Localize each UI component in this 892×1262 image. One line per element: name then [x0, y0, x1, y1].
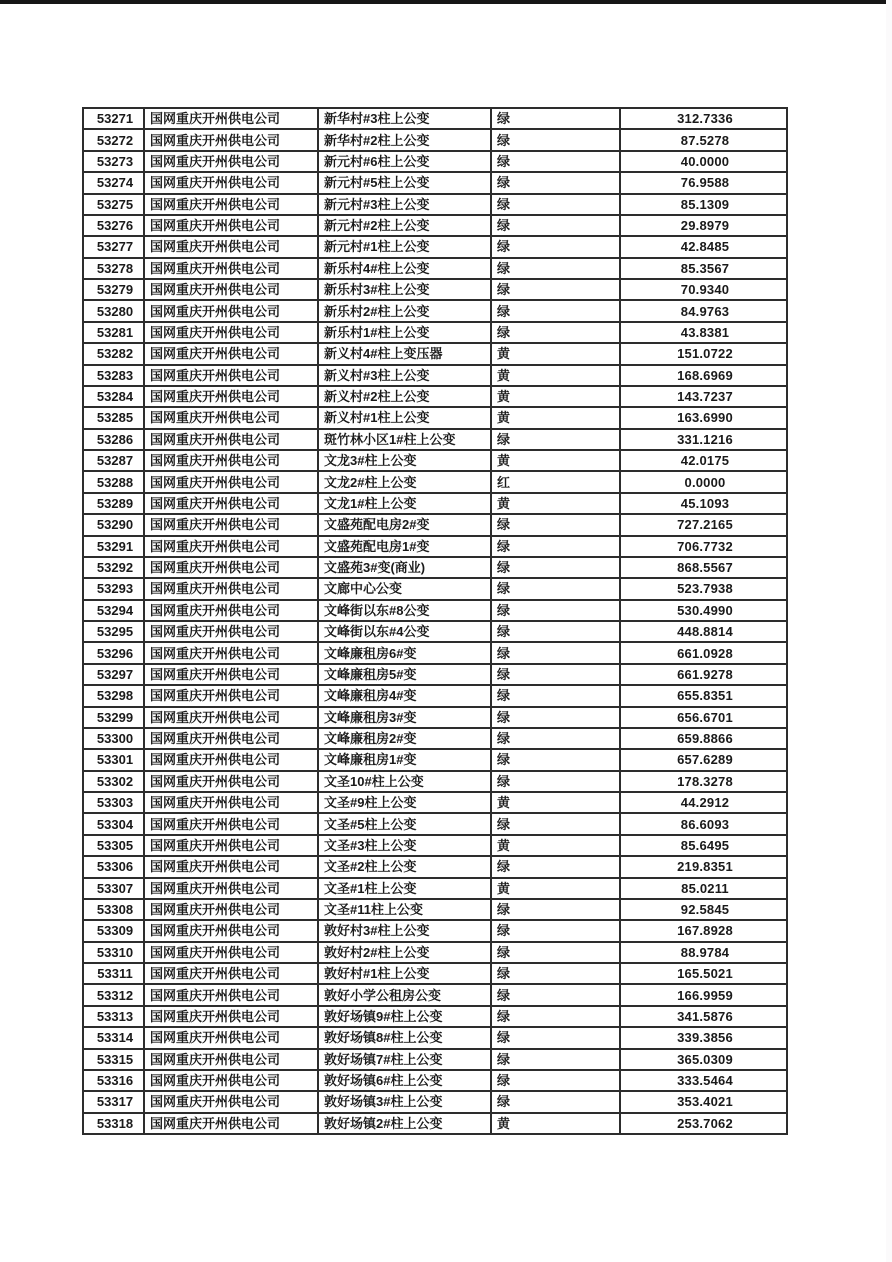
table-row — [83, 536, 787, 557]
company-cell: 国网重庆开州供电公司 — [144, 536, 318, 557]
company-cell: 国网重庆开州供电公司 — [144, 450, 318, 471]
value-cell: 29.8979 — [620, 215, 787, 236]
company-cell: 国网重庆开州供电公司 — [144, 279, 318, 300]
status-cell: 黄 — [491, 878, 620, 899]
value-cell: 92.5845 — [620, 899, 787, 920]
value-cell: 165.5021 — [620, 963, 787, 984]
company-cell: 国网重庆开州供电公司 — [144, 771, 318, 792]
company-cell: 国网重庆开州供电公司 — [144, 984, 318, 1005]
transformer-name-cell: 文廊中心公变 — [318, 578, 491, 599]
transformer-name-cell: 文圣#9柱上公变 — [318, 792, 491, 813]
transformer-name-cell: 新乐村1#柱上公变 — [318, 322, 491, 343]
transformer-name-cell: 新华村#2柱上公变 — [318, 129, 491, 150]
status-cell: 绿 — [491, 899, 620, 920]
status-cell: 绿 — [491, 578, 620, 599]
company-cell: 国网重庆开州供电公司 — [144, 792, 318, 813]
company-cell: 国网重庆开州供电公司 — [144, 685, 318, 706]
transformer-name-cell: 文龙2#柱上公变 — [318, 471, 491, 492]
value-cell: 167.8928 — [620, 920, 787, 941]
id-cell: 53278 — [83, 258, 144, 279]
value-cell: 333.5464 — [620, 1070, 787, 1091]
value-cell: 659.8866 — [620, 728, 787, 749]
table-row — [83, 984, 787, 1005]
id-cell: 53271 — [83, 108, 144, 129]
status-cell: 绿 — [491, 300, 620, 321]
value-cell: 448.8814 — [620, 621, 787, 642]
status-cell: 绿 — [491, 942, 620, 963]
table-row — [83, 557, 787, 578]
id-cell: 53300 — [83, 728, 144, 749]
value-cell: 84.9763 — [620, 300, 787, 321]
company-cell: 国网重庆开州供电公司 — [144, 172, 318, 193]
id-cell: 53297 — [83, 664, 144, 685]
status-cell: 绿 — [491, 1049, 620, 1070]
page-top-edge — [0, 0, 886, 4]
id-cell: 53299 — [83, 707, 144, 728]
company-cell: 国网重庆开州供电公司 — [144, 707, 318, 728]
table-row — [83, 1049, 787, 1070]
status-cell: 绿 — [491, 728, 620, 749]
value-cell: 339.3856 — [620, 1027, 787, 1048]
id-cell: 53312 — [83, 984, 144, 1005]
table-row — [83, 514, 787, 535]
status-cell: 绿 — [491, 279, 620, 300]
transformer-name-cell: 新乐村3#柱上公变 — [318, 279, 491, 300]
id-cell: 53293 — [83, 578, 144, 599]
value-cell: 166.9959 — [620, 984, 787, 1005]
id-cell: 53309 — [83, 920, 144, 941]
company-cell: 国网重庆开州供电公司 — [144, 429, 318, 450]
company-cell: 国网重庆开州供电公司 — [144, 215, 318, 236]
id-cell: 53303 — [83, 792, 144, 813]
company-cell: 国网重庆开州供电公司 — [144, 471, 318, 492]
company-cell: 国网重庆开州供电公司 — [144, 300, 318, 321]
status-cell: 绿 — [491, 194, 620, 215]
value-cell: 353.4021 — [620, 1091, 787, 1112]
company-cell: 国网重庆开州供电公司 — [144, 343, 318, 364]
id-cell: 53316 — [83, 1070, 144, 1091]
transformer-name-cell: 敦好村2#柱上公变 — [318, 942, 491, 963]
table-row — [83, 792, 787, 813]
table-row — [83, 1091, 787, 1112]
company-cell: 国网重庆开州供电公司 — [144, 963, 318, 984]
value-cell: 656.6701 — [620, 707, 787, 728]
transformer-name-cell: 新元村#2柱上公变 — [318, 215, 491, 236]
table-row — [83, 300, 787, 321]
status-cell: 绿 — [491, 984, 620, 1005]
table-row — [83, 600, 787, 621]
value-cell: 87.5278 — [620, 129, 787, 150]
company-cell: 国网重庆开州供电公司 — [144, 642, 318, 663]
table-row — [83, 258, 787, 279]
company-cell: 国网重庆开州供电公司 — [144, 129, 318, 150]
company-cell: 国网重庆开州供电公司 — [144, 749, 318, 770]
status-cell: 红 — [491, 471, 620, 492]
status-cell: 黄 — [491, 792, 620, 813]
id-cell: 53291 — [83, 536, 144, 557]
status-cell: 绿 — [491, 664, 620, 685]
value-cell: 85.3567 — [620, 258, 787, 279]
table-row — [83, 878, 787, 899]
company-cell: 国网重庆开州供电公司 — [144, 1091, 318, 1112]
transformer-name-cell: 敦好小学公租房公变 — [318, 984, 491, 1005]
status-cell: 绿 — [491, 1027, 620, 1048]
transformer-name-cell: 文峰廉租房6#变 — [318, 642, 491, 663]
id-cell: 53287 — [83, 450, 144, 471]
value-cell: 312.7336 — [620, 108, 787, 129]
transformer-table-body — [83, 108, 787, 1134]
status-cell: 绿 — [491, 514, 620, 535]
company-cell: 国网重庆开州供电公司 — [144, 1049, 318, 1070]
table-row — [83, 1113, 787, 1134]
table-row — [83, 856, 787, 877]
transformer-name-cell: 新乐村4#柱上公变 — [318, 258, 491, 279]
status-cell: 绿 — [491, 1070, 620, 1091]
value-cell: 0.0000 — [620, 471, 787, 492]
status-cell: 绿 — [491, 621, 620, 642]
value-cell: 85.1309 — [620, 194, 787, 215]
table-row — [83, 365, 787, 386]
company-cell: 国网重庆开州供电公司 — [144, 621, 318, 642]
transformer-name-cell: 文龙1#柱上公变 — [318, 493, 491, 514]
transformer-name-cell: 敦好场镇2#柱上公变 — [318, 1113, 491, 1134]
value-cell: 76.9588 — [620, 172, 787, 193]
id-cell: 53275 — [83, 194, 144, 215]
company-cell: 国网重庆开州供电公司 — [144, 1027, 318, 1048]
table-row — [83, 322, 787, 343]
status-cell: 黄 — [491, 407, 620, 428]
value-cell: 42.8485 — [620, 236, 787, 257]
id-cell: 53304 — [83, 813, 144, 834]
id-cell: 53295 — [83, 621, 144, 642]
table-row — [83, 151, 787, 172]
value-cell: 86.6093 — [620, 813, 787, 834]
id-cell: 53277 — [83, 236, 144, 257]
company-cell: 国网重庆开州供电公司 — [144, 942, 318, 963]
transformer-name-cell: 文峰廉租房1#变 — [318, 749, 491, 770]
id-cell: 53279 — [83, 279, 144, 300]
transformer-name-cell: 新义村#2柱上公变 — [318, 386, 491, 407]
table-row — [83, 172, 787, 193]
value-cell: 365.0309 — [620, 1049, 787, 1070]
status-cell: 绿 — [491, 642, 620, 663]
id-cell: 53273 — [83, 151, 144, 172]
value-cell: 530.4990 — [620, 600, 787, 621]
transformer-name-cell: 新义村4#柱上变压器 — [318, 343, 491, 364]
table-row — [83, 963, 787, 984]
status-cell: 绿 — [491, 322, 620, 343]
value-cell: 219.8351 — [620, 856, 787, 877]
company-cell: 国网重庆开州供电公司 — [144, 514, 318, 535]
id-cell: 53294 — [83, 600, 144, 621]
table-row — [83, 749, 787, 770]
company-cell: 国网重庆开州供电公司 — [144, 856, 318, 877]
table-row — [83, 407, 787, 428]
status-cell: 黄 — [491, 343, 620, 364]
value-cell: 341.5876 — [620, 1006, 787, 1027]
id-cell: 53296 — [83, 642, 144, 663]
value-cell: 151.0722 — [620, 343, 787, 364]
transformer-name-cell: 新华村#3柱上公变 — [318, 108, 491, 129]
id-cell: 53280 — [83, 300, 144, 321]
table-row — [83, 471, 787, 492]
id-cell: 53311 — [83, 963, 144, 984]
table-row — [83, 621, 787, 642]
transformer-name-cell: 敦好场镇3#柱上公变 — [318, 1091, 491, 1112]
transformer-name-cell: 敦好场镇9#柱上公变 — [318, 1006, 491, 1027]
table-row — [83, 194, 787, 215]
company-cell: 国网重庆开州供电公司 — [144, 151, 318, 172]
table-row — [83, 813, 787, 834]
status-cell: 绿 — [491, 600, 620, 621]
table-row — [83, 429, 787, 450]
value-cell: 655.8351 — [620, 685, 787, 706]
status-cell: 绿 — [491, 429, 620, 450]
value-cell: 143.7237 — [620, 386, 787, 407]
company-cell: 国网重庆开州供电公司 — [144, 108, 318, 129]
value-cell: 706.7732 — [620, 536, 787, 557]
company-cell: 国网重庆开州供电公司 — [144, 407, 318, 428]
page-right-edge — [886, 0, 892, 1262]
status-cell: 绿 — [491, 856, 620, 877]
value-cell: 178.3278 — [620, 771, 787, 792]
id-cell: 53313 — [83, 1006, 144, 1027]
company-cell: 国网重庆开州供电公司 — [144, 236, 318, 257]
transformer-name-cell: 文盛苑配电房1#变 — [318, 536, 491, 557]
id-cell: 53290 — [83, 514, 144, 535]
company-cell: 国网重庆开州供电公司 — [144, 258, 318, 279]
status-cell: 绿 — [491, 707, 620, 728]
id-cell: 53301 — [83, 749, 144, 770]
status-cell: 绿 — [491, 1091, 620, 1112]
transformer-name-cell: 文峰廉租房3#变 — [318, 707, 491, 728]
table-row — [83, 664, 787, 685]
table-row — [83, 450, 787, 471]
table-row — [83, 835, 787, 856]
id-cell: 53292 — [83, 557, 144, 578]
table-row — [83, 108, 787, 129]
company-cell: 国网重庆开州供电公司 — [144, 1070, 318, 1091]
company-cell: 国网重庆开州供电公司 — [144, 194, 318, 215]
transformer-name-cell: 文圣#11柱上公变 — [318, 899, 491, 920]
value-cell: 88.9784 — [620, 942, 787, 963]
company-cell: 国网重庆开州供电公司 — [144, 1006, 318, 1027]
transformer-name-cell: 文盛苑配电房2#变 — [318, 514, 491, 535]
company-cell: 国网重庆开州供电公司 — [144, 557, 318, 578]
id-cell: 53307 — [83, 878, 144, 899]
id-cell: 53315 — [83, 1049, 144, 1070]
company-cell: 国网重庆开州供电公司 — [144, 365, 318, 386]
status-cell: 绿 — [491, 151, 620, 172]
status-cell: 绿 — [491, 771, 620, 792]
value-cell: 45.1093 — [620, 493, 787, 514]
company-cell: 国网重庆开州供电公司 — [144, 386, 318, 407]
id-cell: 53298 — [83, 685, 144, 706]
transformer-name-cell: 新义村#1柱上公变 — [318, 407, 491, 428]
table-row — [83, 942, 787, 963]
table-row — [83, 279, 787, 300]
transformer-name-cell: 新元村#1柱上公变 — [318, 236, 491, 257]
table-row — [83, 642, 787, 663]
table-row — [83, 343, 787, 364]
id-cell: 53281 — [83, 322, 144, 343]
transformer-name-cell: 敦好村3#柱上公变 — [318, 920, 491, 941]
value-cell: 42.0175 — [620, 450, 787, 471]
table-row — [83, 578, 787, 599]
transformer-name-cell: 文峰街以东#4公变 — [318, 621, 491, 642]
transformer-name-cell: 敦好村#1柱上公变 — [318, 963, 491, 984]
status-cell: 黄 — [491, 835, 620, 856]
value-cell: 727.2165 — [620, 514, 787, 535]
transformer-name-cell: 新元村#6柱上公变 — [318, 151, 491, 172]
company-cell: 国网重庆开州供电公司 — [144, 322, 318, 343]
id-cell: 53302 — [83, 771, 144, 792]
transformer-name-cell: 文峰街以东#8公变 — [318, 600, 491, 621]
value-cell: 163.6990 — [620, 407, 787, 428]
transformer-name-cell: 文峰廉租房5#变 — [318, 664, 491, 685]
company-cell: 国网重庆开州供电公司 — [144, 578, 318, 599]
id-cell: 53284 — [83, 386, 144, 407]
value-cell: 868.5567 — [620, 557, 787, 578]
id-cell: 53272 — [83, 129, 144, 150]
transformer-name-cell: 文峰廉租房4#变 — [318, 685, 491, 706]
status-cell: 绿 — [491, 172, 620, 193]
id-cell: 53276 — [83, 215, 144, 236]
table-row — [83, 685, 787, 706]
status-cell: 绿 — [491, 920, 620, 941]
transformer-name-cell: 新元村#5柱上公变 — [318, 172, 491, 193]
value-cell: 70.9340 — [620, 279, 787, 300]
company-cell: 国网重庆开州供电公司 — [144, 920, 318, 941]
company-cell: 国网重庆开州供电公司 — [144, 1113, 318, 1134]
transformer-name-cell: 新义村#3柱上公变 — [318, 365, 491, 386]
company-cell: 国网重庆开州供电公司 — [144, 493, 318, 514]
status-cell: 绿 — [491, 749, 620, 770]
status-cell: 黄 — [491, 1113, 620, 1134]
id-cell: 53318 — [83, 1113, 144, 1134]
status-cell: 黄 — [491, 365, 620, 386]
value-cell: 168.6969 — [620, 365, 787, 386]
status-cell: 绿 — [491, 1006, 620, 1027]
status-cell: 绿 — [491, 108, 620, 129]
transformer-name-cell: 文圣10#柱上公变 — [318, 771, 491, 792]
company-cell: 国网重庆开州供电公司 — [144, 813, 318, 834]
id-cell: 53274 — [83, 172, 144, 193]
status-cell: 绿 — [491, 685, 620, 706]
value-cell: 85.0211 — [620, 878, 787, 899]
company-cell: 国网重庆开州供电公司 — [144, 728, 318, 749]
table-row — [83, 707, 787, 728]
id-cell: 53306 — [83, 856, 144, 877]
transformer-data-table — [82, 107, 788, 1135]
value-cell: 85.6495 — [620, 835, 787, 856]
transformer-name-cell: 文圣#2柱上公变 — [318, 856, 491, 877]
id-cell: 53288 — [83, 471, 144, 492]
value-cell: 43.8381 — [620, 322, 787, 343]
status-cell: 绿 — [491, 236, 620, 257]
value-cell: 661.0928 — [620, 642, 787, 663]
transformer-name-cell: 新乐村2#柱上公变 — [318, 300, 491, 321]
transformer-name-cell: 文圣#3柱上公变 — [318, 835, 491, 856]
company-cell: 国网重庆开州供电公司 — [144, 664, 318, 685]
transformer-name-cell: 文圣#1柱上公变 — [318, 878, 491, 899]
transformer-name-cell: 文龙3#柱上公变 — [318, 450, 491, 471]
company-cell: 国网重庆开州供电公司 — [144, 899, 318, 920]
id-cell: 53289 — [83, 493, 144, 514]
status-cell: 绿 — [491, 215, 620, 236]
company-cell: 国网重庆开州供电公司 — [144, 835, 318, 856]
status-cell: 绿 — [491, 129, 620, 150]
id-cell: 53317 — [83, 1091, 144, 1112]
id-cell: 53308 — [83, 899, 144, 920]
status-cell: 黄 — [491, 450, 620, 471]
id-cell: 53283 — [83, 365, 144, 386]
transformer-name-cell: 新元村#3柱上公变 — [318, 194, 491, 215]
id-cell: 53282 — [83, 343, 144, 364]
table-row — [83, 129, 787, 150]
status-cell: 绿 — [491, 536, 620, 557]
id-cell: 53305 — [83, 835, 144, 856]
table-row — [83, 1027, 787, 1048]
value-cell: 657.6289 — [620, 749, 787, 770]
table-row — [83, 920, 787, 941]
table-row — [83, 215, 787, 236]
transformer-name-cell: 斑竹林小区1#柱上公变 — [318, 429, 491, 450]
transformer-name-cell: 文峰廉租房2#变 — [318, 728, 491, 749]
company-cell: 国网重庆开州供电公司 — [144, 600, 318, 621]
transformer-name-cell: 敦好场镇6#柱上公变 — [318, 1070, 491, 1091]
status-cell: 绿 — [491, 963, 620, 984]
value-cell: 331.1216 — [620, 429, 787, 450]
transformer-name-cell: 文圣#5柱上公变 — [318, 813, 491, 834]
table-row — [83, 728, 787, 749]
status-cell: 绿 — [491, 557, 620, 578]
company-cell: 国网重庆开州供电公司 — [144, 878, 318, 899]
value-cell: 523.7938 — [620, 578, 787, 599]
id-cell: 53310 — [83, 942, 144, 963]
value-cell: 253.7062 — [620, 1113, 787, 1134]
table-row — [83, 771, 787, 792]
value-cell: 661.9278 — [620, 664, 787, 685]
transformer-name-cell: 文盛苑3#变(商业) — [318, 557, 491, 578]
value-cell: 40.0000 — [620, 151, 787, 172]
value-cell: 44.2912 — [620, 792, 787, 813]
id-cell: 53286 — [83, 429, 144, 450]
status-cell: 绿 — [491, 813, 620, 834]
id-cell: 53314 — [83, 1027, 144, 1048]
transformer-name-cell: 敦好场镇8#柱上公变 — [318, 1027, 491, 1048]
table-row — [83, 386, 787, 407]
status-cell: 黄 — [491, 493, 620, 514]
table-row — [83, 493, 787, 514]
table-row — [83, 236, 787, 257]
status-cell: 绿 — [491, 258, 620, 279]
table-row — [83, 899, 787, 920]
transformer-name-cell: 敦好场镇7#柱上公变 — [318, 1049, 491, 1070]
table-row — [83, 1070, 787, 1091]
id-cell: 53285 — [83, 407, 144, 428]
table-row — [83, 1006, 787, 1027]
status-cell: 黄 — [491, 386, 620, 407]
